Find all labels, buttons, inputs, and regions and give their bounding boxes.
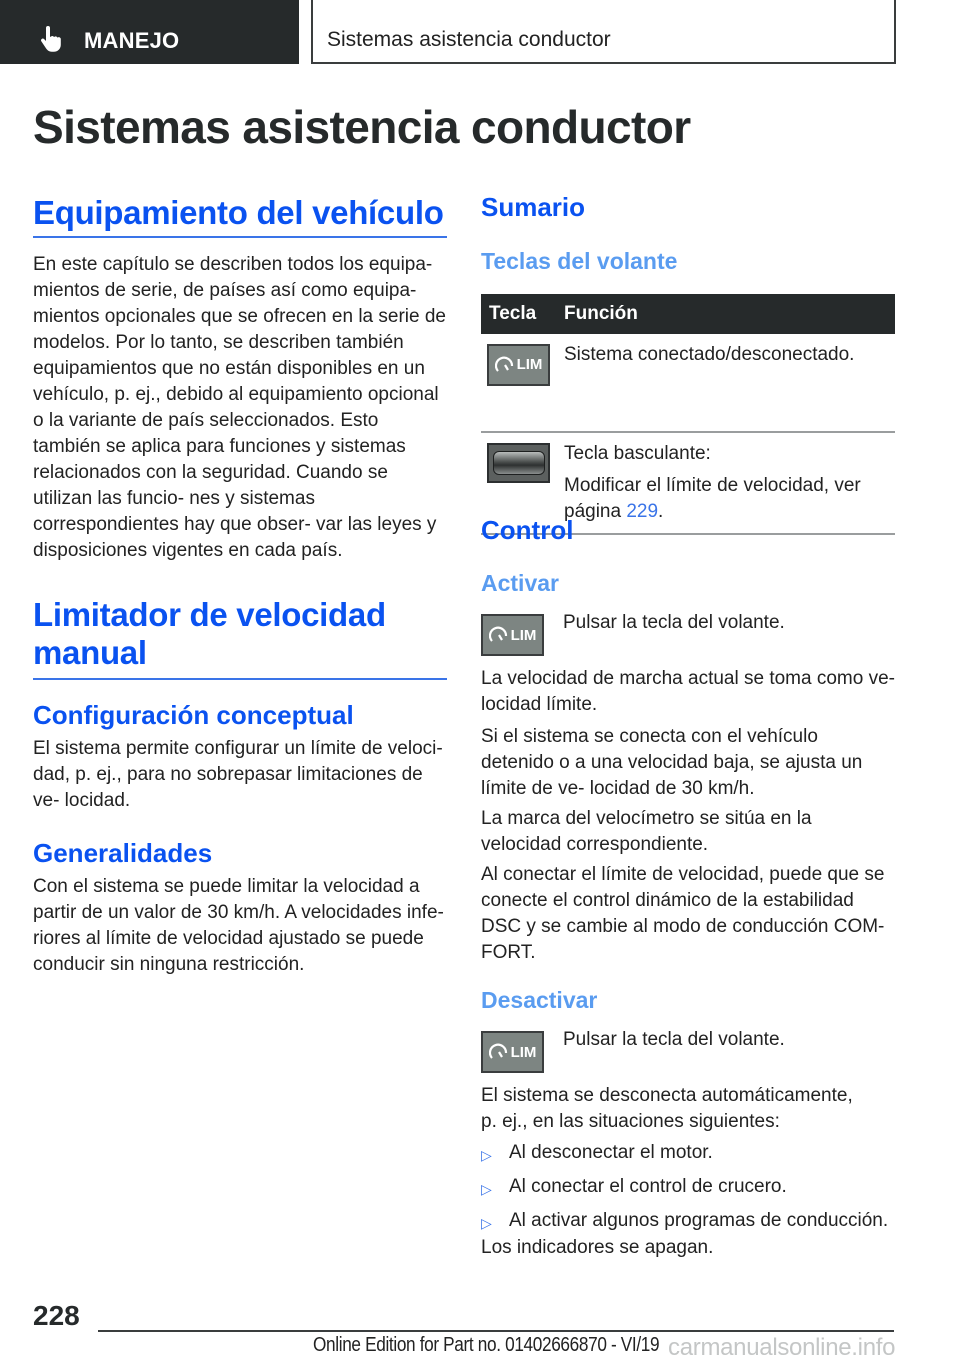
section-label: Sistemas asistencia conductor xyxy=(327,28,611,51)
chapter-tab xyxy=(0,0,299,64)
activate-para-1: La velocidad de marcha actual se toma como ve- locidad límite. xyxy=(481,668,895,715)
triangle-bullet-icon: ▷ xyxy=(481,1181,492,1197)
general-heading: Generalidades xyxy=(33,838,213,868)
list-item: ▷ Al activar algunos programas de conducción. xyxy=(481,1208,895,1236)
activate-para-2: Si el sistema se conecta con el vehículo detenido o a una velocidad baja, se ajusta un límite de ve- locidad de 30 km/h. xyxy=(481,726,863,799)
general-body: Con el sistema se puede limitar la velocidad a partir de un valor de 30 km/h. A velocidades infe- riores al límite de velocidad ajustado se puede conducir sin ninguna restricción. xyxy=(33,876,444,975)
equipment-heading: Equipamiento del vehículo xyxy=(33,194,447,238)
concept-heading: Configuración conceptual xyxy=(33,700,354,730)
limiter-heading: Limitador de velocidad manual xyxy=(33,596,447,680)
list-item: ▷ Al conectar el control de crucero. xyxy=(481,1174,895,1202)
lim-button-icon: LIM xyxy=(487,344,550,386)
edition-text: Online Edition for Part no. 01402666870 - VI/19 xyxy=(313,1334,660,1356)
activate-para-4: Al conectar el límite de velocidad, puede que se conecte el control dinámico de la estabilidad DSC y se cambie al modo de conducción COM- FORT. xyxy=(481,864,885,963)
page-number: 228 xyxy=(33,1300,80,1331)
lim-button-icon: LIM xyxy=(481,614,544,656)
activate-instruction: Pulsar la tecla del volante. xyxy=(563,612,785,633)
keys-heading: Teclas del volante xyxy=(481,248,678,274)
deactivate-instruction: Pulsar la tecla del volante. xyxy=(563,1029,785,1050)
page-title: Sistemas asistencia conductor xyxy=(33,101,691,153)
control-heading: Control xyxy=(481,515,574,545)
table-header-function: Función xyxy=(556,294,895,334)
summary-heading: Sumario xyxy=(481,192,586,222)
triangle-bullet-icon: ▷ xyxy=(481,1215,492,1231)
deactivate-heading: Desactivar xyxy=(481,987,598,1013)
speedometer-icon xyxy=(489,626,509,644)
table-row xyxy=(481,334,895,432)
deactivate-intro: El sistema se desconecta automáticamente, p. ej., en las situaciones siguientes: xyxy=(481,1085,853,1132)
equipment-body: En este capítulo se describen todos los equipa- mientos de serie, de países así como equipa- mientos opcionales que se ofrecen en la serie de modelos. Por lo tanto, se describen también equipamientos que no están disponibles en un vehículo, p. ej., debido al equipamiento opcional o la variante de país seleccionados. Esto también se aplica para funciones y sistemas relacionados con la seguridad. Cuando se utilizan las funcio- nes y sistemas correspondientes hay que obser- var las leyes y disposiciones vigentes en cada país. xyxy=(33,254,446,561)
concept-body: El sistema permite configurar un límite de veloci- dad, p. ej., para no sobrepasar limitaciones de ve- locidad. xyxy=(33,738,443,811)
deactivate-list xyxy=(481,1140,895,1236)
lim-button-icon: LIM xyxy=(481,1031,544,1073)
function-cell: Tecla basculante: Modificar el límite de velocidad, ver página 229. xyxy=(556,432,895,534)
section-tab xyxy=(311,0,896,64)
page-link-229[interactable]: 229 xyxy=(626,501,659,522)
chapter-label: MANEJO xyxy=(84,28,180,53)
table-header-key: Tecla xyxy=(481,294,556,334)
deactivate-outro: Los indicadores se apagan. xyxy=(481,1237,714,1258)
footer-divider xyxy=(98,1330,894,1332)
function-cell: Sistema conectado/desconectado. xyxy=(556,334,895,432)
keys-table xyxy=(481,294,895,535)
watermark: carmanualsonline.info xyxy=(668,1334,896,1361)
triangle-bullet-icon: ▷ xyxy=(481,1147,492,1163)
rocker-switch-icon xyxy=(487,443,550,483)
list-item: ▷ Al desconectar el motor. xyxy=(481,1140,895,1168)
activate-heading: Activar xyxy=(481,570,559,596)
activate-para-3: La marca del velocímetro se sitúa en la velocidad correspondiente. xyxy=(481,808,812,855)
hand-pointer-icon xyxy=(40,26,66,54)
speedometer-icon xyxy=(489,1043,509,1061)
speedometer-icon xyxy=(495,356,515,374)
